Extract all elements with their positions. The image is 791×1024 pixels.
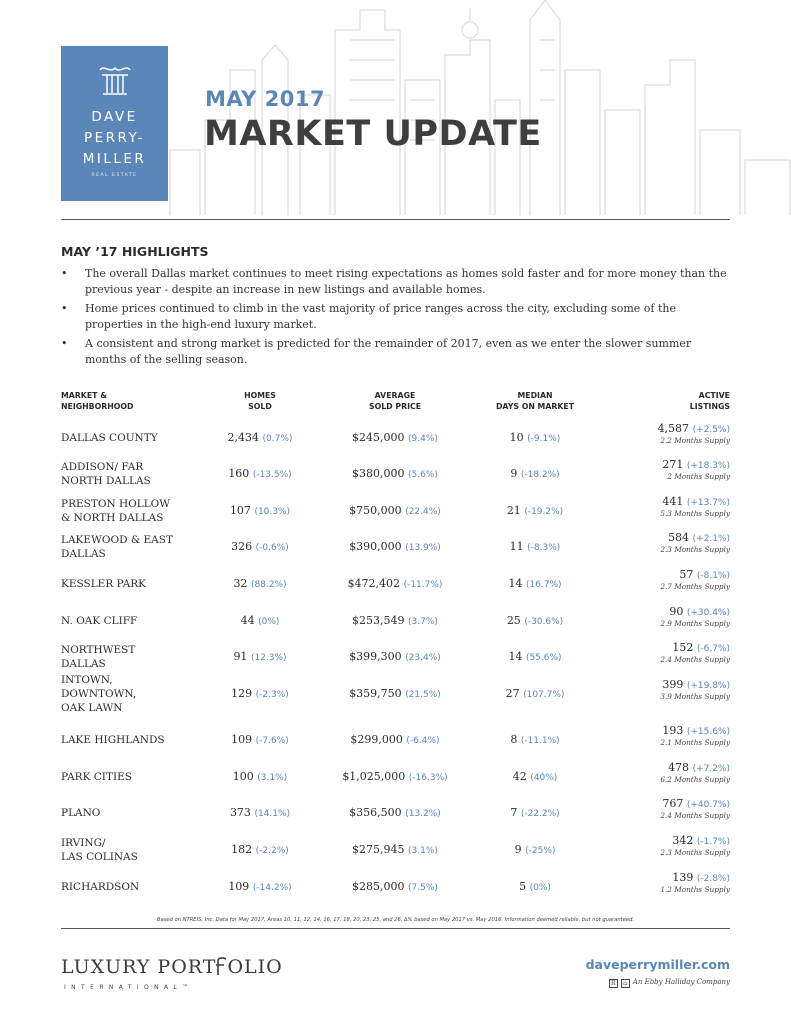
highlight-text: The overall Dallas market continues to meet rising expectations as homes sold faster and for more money than the previous year - despite an increase in new listings and available homes.	[85, 267, 727, 296]
homes-change: (88.2%)	[250, 580, 287, 590]
homes-value: 91	[233, 650, 248, 663]
homes-sold	[200, 733, 320, 746]
days-on-market	[465, 467, 605, 480]
days-on-market	[465, 806, 605, 819]
months-supply: 5.3 Months Supply	[660, 509, 730, 518]
days-value: 10	[509, 431, 524, 444]
days-change: (-8.3%)	[527, 543, 561, 553]
active-listings	[590, 724, 730, 747]
divider-bottom	[61, 928, 730, 929]
days-on-market	[465, 431, 605, 444]
days-value: 27	[505, 687, 520, 700]
price-value: $399,300	[349, 650, 402, 663]
active-value: 399	[662, 678, 684, 691]
days-change: (16.7%)	[525, 580, 562, 590]
active-change: (+18.3%)	[686, 461, 730, 471]
active-value: 767	[662, 797, 684, 810]
homes-sold	[200, 843, 320, 856]
price-value: $1,025,000	[342, 770, 406, 783]
market-name: DALLAS COUNTY	[61, 432, 158, 444]
months-supply: 2.4 Months Supply	[660, 655, 730, 664]
market-name: KESSLER PARK	[61, 578, 147, 590]
days-on-market	[465, 733, 605, 746]
price-change: (21.5%)	[405, 690, 441, 700]
active-listings	[590, 641, 730, 664]
logo-subtitle: REAL ESTATE	[91, 173, 138, 178]
months-supply: 2.4 Months Supply	[660, 811, 730, 820]
market-name: N. OAK CLIFF	[61, 615, 138, 627]
logo-text-line-3: MILLER	[82, 151, 147, 167]
market-name: ADDISON/ FAR NORTH DALLAS	[61, 461, 151, 487]
active-change: (+2.5%)	[692, 425, 730, 435]
months-supply: 2.1 Months Supply	[660, 738, 730, 747]
homes-sold	[200, 504, 320, 517]
price-change: (13.9%)	[405, 543, 441, 553]
homes-change: (14.1%)	[254, 809, 291, 819]
active-value: 441	[662, 495, 684, 508]
page-title: MARKET UPDATE	[204, 114, 542, 154]
header-active-listings: ACTIVE LISTINGS	[689, 391, 730, 411]
active-change: (-2.8%)	[696, 874, 730, 884]
average-price	[325, 650, 465, 663]
highlight-text: Home prices continued to climb in the vast majority of price ranges across the city, excluding some of the properties in the high-end luxury market.	[85, 302, 676, 331]
highlight-item	[61, 301, 730, 332]
homes-value: 109	[228, 880, 250, 893]
active-listings	[590, 458, 730, 481]
lp-name-b: OLIO	[227, 956, 283, 978]
homes-sold	[200, 540, 320, 553]
days-value: 11	[509, 540, 524, 553]
column-capital-icon	[98, 64, 132, 96]
days-value: 14	[508, 650, 523, 663]
active-change: (+30.4%)	[686, 608, 730, 618]
active-change: (+40.7%)	[686, 800, 730, 810]
days-change: (0%)	[529, 883, 551, 893]
market-name: PRESTON HOLLOW & NORTH DALLAS	[61, 498, 171, 524]
highlight-item	[61, 266, 730, 297]
price-change: (23.4%)	[405, 653, 441, 663]
price-value: $253,549	[352, 614, 405, 627]
homes-value: 2,434	[227, 431, 260, 444]
active-value: 478	[668, 761, 690, 774]
days-on-market	[465, 843, 605, 856]
homes-sold	[200, 431, 320, 444]
table-row	[61, 531, 730, 571]
realtor-icon: R	[609, 979, 618, 988]
header-average-price: AVERAGE SOLD PRICE	[368, 391, 422, 411]
homes-change: (-2.3%)	[255, 690, 289, 700]
market-name: LAKEWOOD & EAST DALLAS	[61, 534, 173, 560]
homes-sold	[200, 806, 320, 819]
active-listings	[590, 568, 730, 591]
company-text: An Ebby Halliday Company	[632, 978, 730, 986]
active-listings	[590, 761, 730, 784]
homes-change: (0%)	[258, 617, 280, 627]
lp-name-a: LUXURY PORT	[61, 956, 217, 978]
table-row	[61, 797, 730, 837]
average-price	[325, 687, 465, 700]
active-change: (-1.7%)	[696, 837, 730, 847]
average-price	[325, 843, 465, 856]
active-listings	[590, 797, 730, 820]
price-value: $285,000	[352, 880, 405, 893]
market-name: LAKE HIGHLANDS	[61, 734, 165, 746]
price-value: $245,000	[352, 431, 405, 444]
average-price	[325, 733, 465, 746]
active-listings	[590, 422, 730, 445]
months-supply: 3.9 Months Supply	[660, 692, 730, 701]
table-row	[61, 422, 730, 462]
price-change: (-16.3%)	[408, 773, 448, 783]
active-listings	[590, 834, 730, 857]
header-homes-sold: HOMES SOLD	[244, 391, 276, 411]
average-price	[325, 614, 465, 627]
months-supply: 2.3 Months Supply	[660, 848, 730, 857]
days-change: (-19.2%)	[524, 507, 564, 517]
price-value: $750,000	[349, 504, 402, 517]
highlights-heading: MAY ’17 HIGHLIGHTS	[61, 244, 209, 259]
active-listings	[590, 871, 730, 894]
active-change: (+19.8%)	[686, 681, 730, 691]
active-change: (+15.6%)	[686, 727, 730, 737]
table-row	[61, 458, 730, 498]
price-value: $356,500	[349, 806, 402, 819]
table-row	[61, 568, 730, 608]
days-on-market	[465, 880, 605, 893]
homes-sold	[200, 880, 320, 893]
header-market: MARKET & NEIGHBORHOOD	[61, 391, 134, 411]
ebby-halliday-credit	[560, 978, 730, 988]
active-value: 584	[668, 531, 690, 544]
homes-value: 182	[231, 843, 253, 856]
price-value: $275,945	[352, 843, 405, 856]
price-change: (3.1%)	[408, 846, 438, 856]
days-change: (-9.1%)	[527, 434, 561, 444]
active-value: 57	[679, 568, 694, 581]
market-name: RICHARDSON	[61, 881, 140, 893]
days-change: (-22.2%)	[520, 809, 560, 819]
table-row	[61, 761, 730, 801]
bullet-icon: •	[61, 337, 68, 350]
homes-change: (0.7%)	[262, 434, 293, 444]
homes-sold	[200, 467, 320, 480]
luxury-portfolio-subtitle: INTERNATIONAL™	[64, 984, 194, 991]
average-price	[325, 880, 465, 893]
homes-change: (10.3%)	[254, 507, 291, 517]
days-change: (40%)	[530, 773, 558, 783]
bullet-icon: •	[61, 302, 68, 315]
website-link[interactable]: daveperrymiller.com	[585, 957, 730, 972]
homes-change: (12.3%)	[250, 653, 287, 663]
market-name: NORTHWEST DALLAS	[61, 644, 136, 670]
days-value: 8	[510, 733, 518, 746]
days-on-market	[465, 770, 605, 783]
active-value: 271	[662, 458, 684, 471]
active-value: 139	[672, 871, 694, 884]
active-value: 4,587	[657, 422, 690, 435]
report-date: MAY 2017	[205, 87, 326, 111]
homes-value: 107	[229, 504, 251, 517]
days-value: 42	[512, 770, 527, 783]
active-value: 90	[669, 605, 684, 618]
price-change: (22.4%)	[405, 507, 441, 517]
homes-value: 32	[233, 577, 248, 590]
days-on-market	[465, 504, 605, 517]
homes-value: 373	[229, 806, 251, 819]
table-row	[61, 605, 730, 645]
active-change: (+13.7%)	[686, 498, 730, 508]
homes-sold	[200, 687, 320, 700]
months-supply: 2.2 Months Supply	[660, 436, 730, 445]
days-change: (-25%)	[525, 846, 556, 856]
table-row	[61, 674, 730, 718]
highlight-text: A consistent and strong market is predicted for the remainder of 2017, even as we enter the slower summer months of the selling season.	[85, 337, 692, 366]
market-name: INTOWN, DOWNTOWN, OAK LAWN	[61, 674, 137, 714]
price-change: (13.2%)	[405, 809, 441, 819]
average-price	[325, 504, 465, 517]
price-value: $299,000	[350, 733, 403, 746]
lp-f-glyph-icon	[216, 957, 227, 976]
price-value: $390,000	[349, 540, 402, 553]
table-row	[61, 834, 730, 874]
active-change: (-6.7%)	[696, 644, 730, 654]
footnote: Based on NTREIS, Inc. Data for May 2017, Areas 10, 11, 12, 14, 16, 17, 18, 20, 23, 25, and 26. ∆% based on May 2017 vs. May 2016. Information deemed reliable, but not guaranteed.	[156, 917, 635, 923]
homes-change: (-14.2%)	[252, 883, 292, 893]
homes-change: (-7.6%)	[255, 736, 289, 746]
logo-text-line-1: DAVE	[91, 109, 138, 125]
days-on-market	[465, 650, 605, 663]
luxury-portfolio-logo	[61, 956, 283, 978]
active-listings	[590, 678, 730, 701]
dpm-logo	[61, 46, 168, 201]
days-value: 9	[510, 467, 518, 480]
bullet-icon: •	[61, 267, 68, 280]
homes-value: 44	[240, 614, 255, 627]
logo-text-line-2: PERRY-	[83, 130, 146, 146]
price-value: $472,402	[347, 577, 401, 590]
average-price	[325, 467, 465, 480]
price-change: (3.7%)	[408, 617, 438, 627]
months-supply: 6.2 Months Supply	[660, 775, 730, 784]
days-change: (55.6%)	[525, 653, 562, 663]
divider-top	[61, 219, 730, 220]
highlight-item	[61, 336, 730, 367]
months-supply: 2.9 Months Supply	[660, 619, 730, 628]
active-value: 342	[672, 834, 694, 847]
days-on-market	[465, 614, 605, 627]
price-change: (-11.7%)	[403, 580, 443, 590]
average-price	[325, 806, 465, 819]
homes-change: (3.1%)	[257, 773, 288, 783]
table-row	[61, 495, 730, 535]
days-change: (107.7%)	[523, 690, 565, 700]
highlights-list	[61, 266, 730, 371]
price-value: $359,750	[349, 687, 402, 700]
homes-sold	[200, 577, 320, 590]
days-on-market	[465, 540, 605, 553]
active-value: 193	[662, 724, 684, 737]
months-supply: 1.2 Months Supply	[660, 885, 730, 894]
average-price	[325, 540, 465, 553]
active-listings	[590, 531, 730, 554]
homes-sold	[200, 770, 320, 783]
market-name: PARK CITIES	[61, 771, 132, 783]
table-row	[61, 724, 730, 764]
average-price	[325, 431, 465, 444]
price-change: (-6.4%)	[406, 736, 440, 746]
homes-sold	[200, 614, 320, 627]
homes-value: 109	[231, 733, 253, 746]
days-on-market	[465, 687, 605, 700]
market-name: PLANO	[61, 807, 101, 819]
homes-change: (-0.6%)	[255, 543, 289, 553]
active-change: (+2.1%)	[692, 534, 730, 544]
months-supply: 2.7 Months Supply	[660, 582, 730, 591]
months-supply: 2.3 Months Supply	[660, 545, 730, 554]
months-supply: 2 Months Supply	[667, 472, 730, 481]
average-price	[325, 577, 465, 590]
homes-sold	[200, 650, 320, 663]
price-value: $380,000	[352, 467, 405, 480]
homes-change: (-13.5%)	[252, 470, 292, 480]
days-value: 14	[508, 577, 523, 590]
price-change: (7.5%)	[408, 883, 438, 893]
price-change: (9.4%)	[408, 434, 438, 444]
homes-value: 160	[228, 467, 250, 480]
active-listings	[590, 495, 730, 518]
days-change: (-18.2%)	[520, 470, 560, 480]
days-value: 7	[510, 806, 518, 819]
days-change: (-11.1%)	[520, 736, 560, 746]
days-value: 9	[514, 843, 522, 856]
average-price	[325, 770, 465, 783]
homes-value: 100	[232, 770, 254, 783]
days-on-market	[465, 577, 605, 590]
active-change: (-8.1%)	[696, 571, 730, 581]
active-change: (+7.2%)	[692, 764, 730, 774]
market-name: IRVING/ LAS COLINAS	[61, 837, 138, 863]
active-listings	[590, 605, 730, 628]
days-value: 5	[519, 880, 527, 893]
active-value: 152	[672, 641, 694, 654]
homes-change: (-2.2%)	[255, 846, 289, 856]
price-change: (5.6%)	[408, 470, 438, 480]
table-row	[61, 871, 730, 911]
equal-housing-icon: ⌂	[621, 979, 630, 988]
homes-value: 129	[231, 687, 253, 700]
days-change: (-30.6%)	[524, 617, 564, 627]
header-days-on-market: MEDIAN DAYS ON MARKET	[495, 391, 575, 411]
days-value: 25	[506, 614, 521, 627]
days-value: 21	[506, 504, 521, 517]
homes-value: 326	[231, 540, 253, 553]
